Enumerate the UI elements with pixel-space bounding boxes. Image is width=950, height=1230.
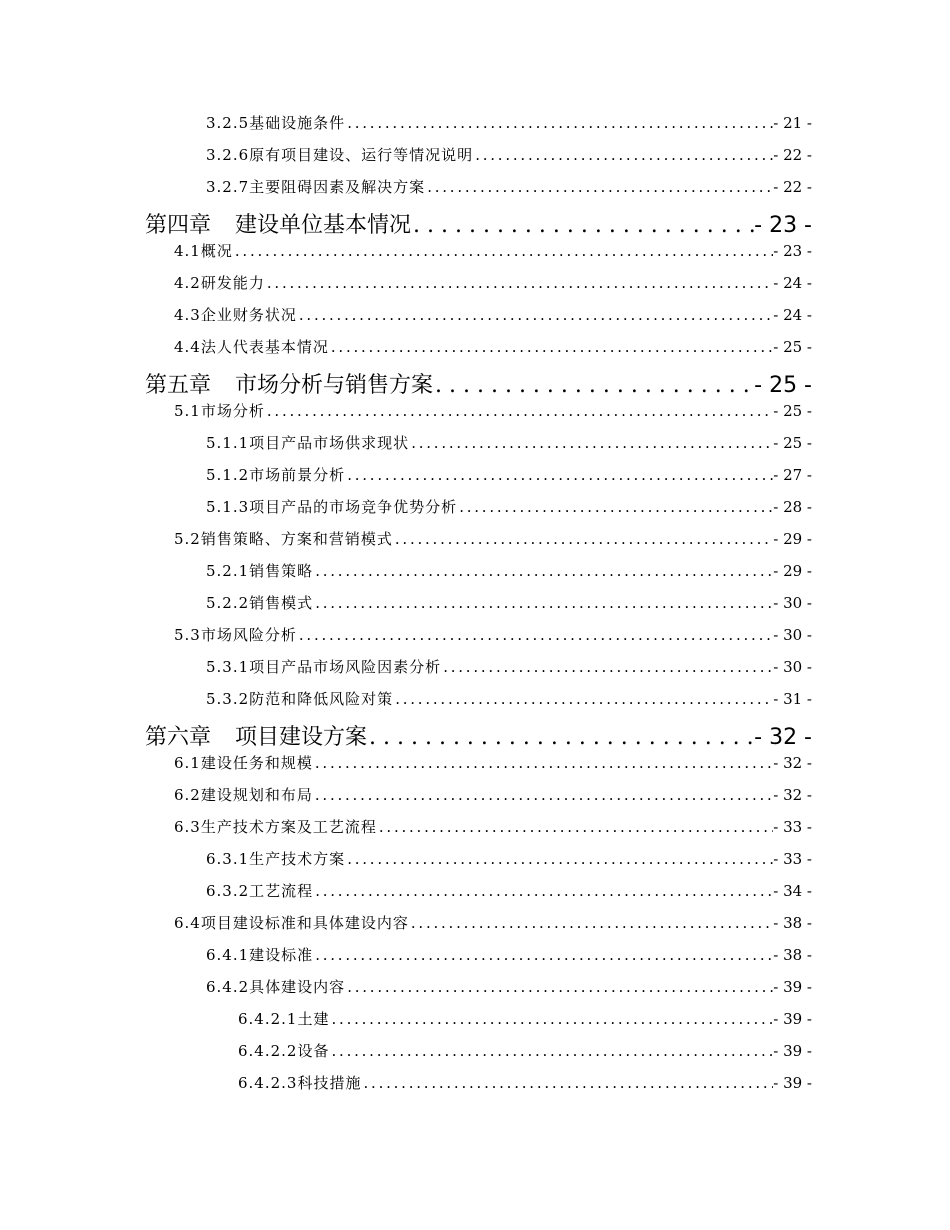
dot-leader [411, 213, 754, 238]
dot-leader [393, 690, 773, 708]
toc-entry-title: 市场分析 [200, 402, 265, 420]
dot-leader [425, 178, 773, 196]
toc-entry-page-number: - 24 - [773, 306, 812, 324]
toc-entry-number: 4.1 [174, 242, 201, 260]
toc-entry-page-number: - 39 - [773, 978, 812, 996]
toc-entry-number: 5.2.2 [206, 594, 250, 612]
toc-entry-title: 项目建设标准和具体建设内容 [200, 914, 409, 932]
toc-entry-page-number: - 27 - [773, 466, 812, 484]
dot-leader [297, 306, 773, 324]
dot-leader [409, 914, 773, 932]
toc-entry-page-number: - 23 - [773, 242, 812, 260]
toc-entry-page-number: - 23 - [754, 213, 812, 238]
toc-entry-number: 5.3.2 [206, 690, 250, 708]
toc-entry-page-number: - 22 - [773, 146, 812, 164]
toc-entry-number: 5.3 [174, 626, 201, 644]
toc-entry-number: 4.2 [174, 274, 201, 292]
toc-entry-title: 原有项目建设、运行等情况说明 [249, 146, 474, 164]
toc-entry[interactable] [238, 1040, 812, 1064]
dot-leader [473, 146, 773, 164]
toc-entry-number: 6.4.2.1 [238, 1010, 298, 1028]
dot-leader [409, 434, 773, 452]
toc-entry-number: 6.1 [174, 754, 201, 772]
toc-entry-title: 法人代表基本情况 [200, 338, 329, 356]
toc-entry-title: 设备 [297, 1042, 330, 1060]
dot-leader [233, 242, 773, 260]
toc-entry-number: 3.2.5 [206, 114, 250, 132]
toc-entry[interactable] [174, 304, 812, 328]
toc-entry-number: 6.4.2 [206, 978, 250, 996]
toc-entry-number: 第六章 [145, 725, 212, 750]
toc-entry-number: 5.2.1 [206, 562, 250, 580]
toc-entry-number: 6.3.1 [206, 850, 250, 868]
toc-entry[interactable] [206, 144, 812, 168]
toc-entry[interactable] [206, 112, 812, 136]
toc-entry-page-number: - 38 - [773, 914, 812, 932]
toc-entry-number: 3.2.6 [206, 146, 250, 164]
toc-entry[interactable] [206, 848, 812, 872]
dot-leader [330, 1010, 774, 1028]
toc-entry[interactable] [206, 592, 812, 616]
toc-entry-page-number: - 34 - [773, 882, 812, 900]
toc-entry-page-number: - 29 - [773, 562, 812, 580]
dot-leader [457, 498, 773, 516]
toc-entry-title: 市场分析与销售方案 [235, 373, 434, 398]
toc-entry-page-number: - 39 - [773, 1042, 812, 1060]
toc-entry-title: 工艺流程 [249, 882, 314, 900]
toc-entry[interactable] [238, 1072, 812, 1096]
toc-entry-title: 研发能力 [200, 274, 265, 292]
toc-entry[interactable] [206, 880, 812, 904]
toc-entry-number: 6.4.2.2 [238, 1042, 298, 1060]
toc-entry-title: 建设规划和布局 [200, 786, 313, 804]
toc-entry[interactable] [206, 176, 812, 200]
toc-entry-number: 6.3.2 [206, 882, 250, 900]
toc-entry-number: 6.4.1 [206, 946, 250, 964]
toc-entry-title: 项目产品的市场竞争优势分析 [249, 498, 458, 516]
toc-entry-page-number: - 25 - [773, 402, 812, 420]
toc-entry-title: 销售模式 [249, 594, 314, 612]
toc-entry-page-number: - 31 - [773, 690, 812, 708]
dot-leader [330, 1042, 774, 1060]
toc-entry-number: 6.2 [174, 786, 201, 804]
toc-entry-page-number: - 28 - [773, 498, 812, 516]
toc-entry-title: 防范和降低风险对策 [249, 690, 394, 708]
toc-entry-title: 科技措施 [297, 1074, 362, 1092]
toc-entry-page-number: - 32 - [754, 725, 812, 750]
toc-entry-number: 第四章 [145, 213, 212, 238]
toc-entry-number: 5.1.3 [206, 498, 250, 516]
toc-entry[interactable] [174, 752, 812, 776]
toc-entry-page-number: - 30 - [773, 594, 812, 612]
toc-entry-title: 概况 [200, 242, 233, 260]
toc-entry-number: 5.1 [174, 402, 201, 420]
toc-entry-title: 生产技术方案 [249, 850, 346, 868]
toc-chapter-entry[interactable] [145, 720, 812, 750]
toc-entry-number: 6.3 [174, 818, 201, 836]
toc-entry-title: 项目建设方案 [235, 725, 368, 750]
toc-entry[interactable] [174, 912, 812, 936]
toc-entry-page-number: - 33 - [773, 818, 812, 836]
dot-leader [329, 338, 773, 356]
toc-entry-number: 6.4.2.3 [238, 1074, 298, 1092]
dot-leader [313, 754, 773, 772]
dot-leader [441, 658, 773, 676]
dot-leader [377, 818, 773, 836]
toc-entry[interactable] [206, 688, 812, 712]
dot-leader [313, 786, 773, 804]
toc-entry-page-number: - 39 - [773, 1074, 812, 1092]
toc-chapter-entry[interactable] [145, 208, 812, 238]
toc-entry-page-number: - 32 - [773, 754, 812, 772]
toc-entry-title: 项目产品市场风险因素分析 [249, 658, 442, 676]
toc-entry-number: 第五章 [145, 373, 212, 398]
toc-entry[interactable] [206, 976, 812, 1000]
toc-entry-title: 销售策略、方案和营销模式 [200, 530, 393, 548]
toc-entry[interactable] [174, 240, 812, 264]
toc-entry[interactable] [174, 784, 812, 808]
toc-entry[interactable] [206, 496, 812, 520]
dot-leader [313, 594, 773, 612]
toc-entry-title: 销售策略 [249, 562, 314, 580]
toc-entry-page-number: - 30 - [773, 626, 812, 644]
toc-entry-page-number: - 24 - [773, 274, 812, 292]
dot-leader [393, 530, 773, 548]
toc-entry-title: 市场前景分析 [249, 466, 346, 484]
toc-entry-page-number: - 29 - [773, 530, 812, 548]
toc-entry-number: 5.1.1 [206, 434, 250, 452]
dot-leader [313, 562, 773, 580]
toc-entry-page-number: - 32 - [773, 786, 812, 804]
toc-entry[interactable] [206, 944, 812, 968]
dot-leader [313, 946, 773, 964]
toc-entry-page-number: - 25 - [773, 434, 812, 452]
dot-leader [345, 466, 773, 484]
toc-entry-title: 具体建设内容 [249, 978, 346, 996]
toc-entry-title: 生产技术方案及工艺流程 [200, 818, 377, 836]
toc-entry-number: 5.1.2 [206, 466, 250, 484]
toc-entry-page-number: - 25 - [754, 373, 812, 398]
toc-entry[interactable] [174, 528, 812, 552]
toc-entry[interactable] [206, 656, 812, 680]
toc-entry-page-number: - 38 - [773, 946, 812, 964]
toc-entry-title: 企业财务状况 [200, 306, 297, 324]
toc-entry-number: 4.4 [174, 338, 201, 356]
toc-entry[interactable] [238, 1008, 812, 1032]
toc-entry[interactable] [174, 272, 812, 296]
toc-entry-title: 主要阻碍因素及解决方案 [249, 178, 426, 196]
dot-leader [297, 626, 773, 644]
toc-entry-page-number: - 33 - [773, 850, 812, 868]
toc-entry[interactable] [174, 400, 812, 424]
toc-entry[interactable] [174, 624, 812, 648]
toc-entry-page-number: - 25 - [773, 338, 812, 356]
toc-entry-number: 5.2 [174, 530, 201, 548]
toc-entry-page-number: - 30 - [773, 658, 812, 676]
toc-entry-page-number: - 22 - [773, 178, 812, 196]
dot-leader [345, 978, 773, 996]
toc-entry[interactable] [174, 336, 812, 360]
toc-entry-title: 基础设施条件 [249, 114, 346, 132]
toc-entry[interactable] [174, 816, 812, 840]
dot-leader [367, 725, 754, 750]
toc-entry-number: 6.4 [174, 914, 201, 932]
toc-entry[interactable] [206, 560, 812, 584]
toc-entry[interactable] [206, 432, 812, 456]
toc-entry-title: 建设单位基本情况 [235, 213, 412, 238]
dot-leader [345, 850, 773, 868]
dot-leader [433, 373, 754, 398]
toc-entry[interactable] [206, 464, 812, 488]
dot-leader [313, 882, 773, 900]
toc-entry-page-number: - 39 - [773, 1010, 812, 1028]
toc-entry-page-number: - 21 - [773, 114, 812, 132]
toc-entry-title: 市场风险分析 [200, 626, 297, 644]
toc-entry-title: 建设任务和规模 [200, 754, 313, 772]
dot-leader [265, 402, 773, 420]
toc-entry-number: 4.3 [174, 306, 201, 324]
dot-leader [265, 274, 773, 292]
dot-leader [345, 114, 773, 132]
toc-entry-number: 5.3.1 [206, 658, 250, 676]
toc-entry-title: 项目产品市场供求现状 [249, 434, 410, 452]
toc-entry-number: 3.2.7 [206, 178, 250, 196]
dot-leader [362, 1074, 774, 1092]
toc-entry-title: 土建 [297, 1010, 330, 1028]
toc-entry-title: 建设标准 [249, 946, 314, 964]
toc-chapter-entry[interactable] [145, 368, 812, 398]
